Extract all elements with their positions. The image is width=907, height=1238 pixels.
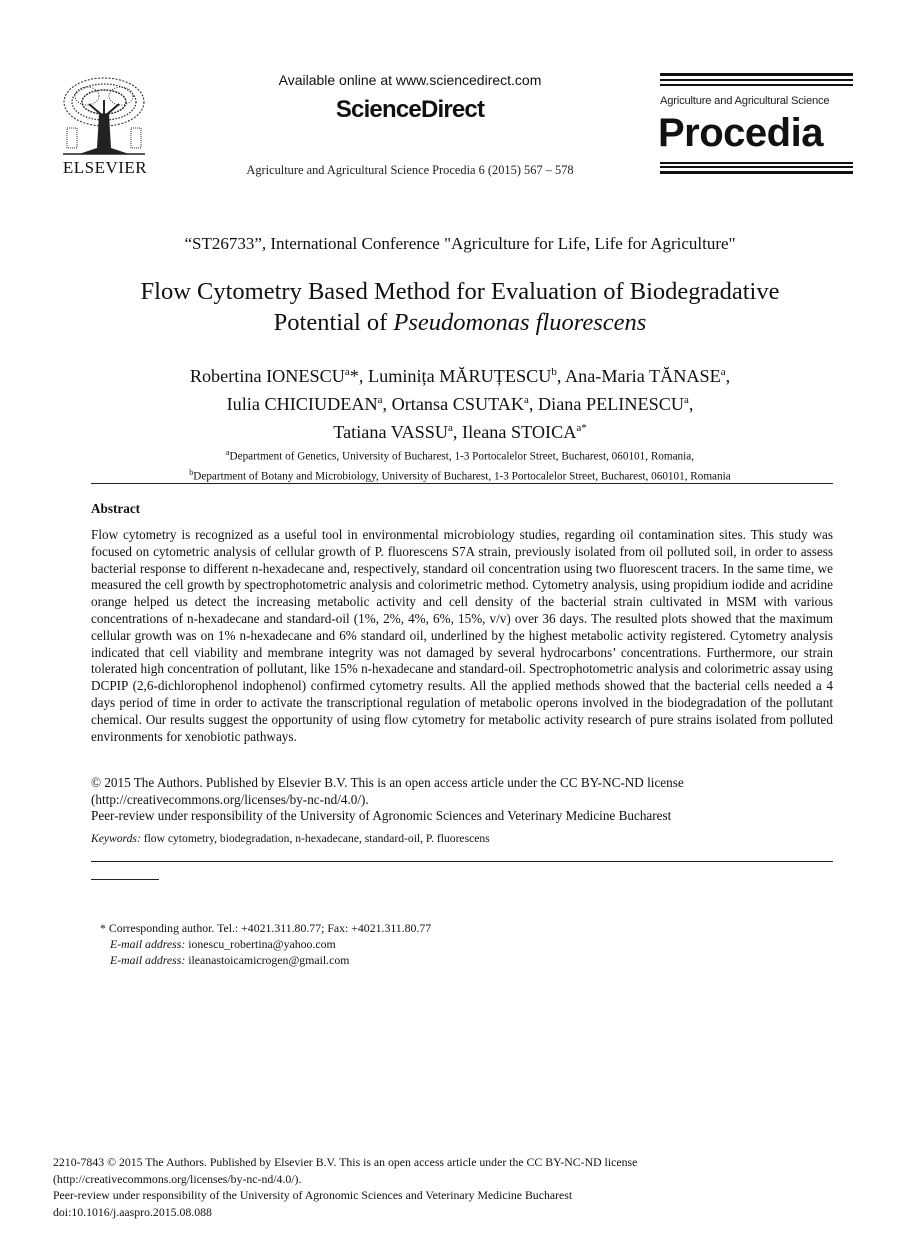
abstract-top-rule [91,483,833,484]
author-name: Diana PELINESCU [538,394,684,415]
author-line [60,388,860,416]
elsevier-tree-icon [59,74,149,156]
keywords [91,832,833,845]
bottom-peer-review: Peer-review under responsibility of the University of Agronomic Sciences and Veterinary Medicine Bucharest [53,1188,573,1202]
affiliation-mark: a [225,448,230,457]
license-statement [91,775,833,825]
author-name: Ortansa CSUTAK [391,394,525,415]
bottom-license-link[interactable]: (http://creativecommons.org/licenses/by-nc-nd/4.0/). [53,1171,302,1186]
procedia-rule-top-3 [660,84,853,86]
author-separator: *, [349,366,368,387]
author-name: Ana-Maria TĂNASE [564,366,721,387]
email-line-1 [100,936,800,952]
title-line-1: Flow Cytometry Based Method for Evaluation of Biodegradative [140,278,780,305]
available-online-text: Available online at www.sciencedirect.com [278,72,542,88]
author-affiliation-mark: a [684,394,689,407]
author-name: Robertina IONESCU [189,366,345,387]
author-affiliation-mark: a [524,394,529,407]
issn-license-line: 2210-7843 © 2015 The Authors. Published by Elsevier B.V. This is an open access article under the CC BY-NC-ND license [53,1155,638,1169]
paper-title [60,276,860,338]
email-1[interactable]: ionescu_robertina@yahoo.com [185,937,336,951]
abstract-text: Flow cytometry is recognized as a useful tool in environmental microbiology studies, regarding oil contamination sites. This study was focused on cytometric analysis of cellular growth of P. fluorescens S7A strain, previously isolated from oil polluted soil, in order to assess bacterial response to different n-hexadecane and, respectively, standard oil concentration using two fluorescent tracers. In the same time, we measured the cell growth by spectrophotometric analysis and colorimetric method. Cytometry analysis, using propidium iodide and acridine orange helped us detect the increasing metabolic activity and cell density of the bacterial strain cultivated in MSM with various concentrations of n-hexadecane and standard-oil (1%, 2%, 4%, 6%, 15%, v/v) over 36 days. The resulted plots showed that the maximum cellular growth was on 1% n-hexadecane and 6% standard oil, underlined by the highest metabolic activity registered. Cytometry analysis indicated that cell viability and membrane integrity was not damaged by several hydrocarbons’ concentrations. Furthermore, our strain tolerated high concentration of pollutant, like 15% n-hexadecane and standard-oil. Spectrophotometric analysis and colorimetric assay using DCPIP (2,6-dichlorophenol indophenol) confirmed cytometry results. All the applied methods showed that the bacterial cells needed a 4 days period of time in order to activate the transcriptional regulation of metabolic operons involved in the biodegradation of the pollutant chemical. Our results suggest the opportunity of using flow cytometry for metabolic activity research of pure strains isolated from polluted environments for xenobiotic pathways. [91,527,833,744]
email-line-2 [100,952,800,968]
email-2[interactable]: ileanastoicamicrogen@gmail.com [185,953,350,967]
title-species: Pseudomonas fluorescens [393,309,647,336]
author-affiliation-mark: a [448,422,453,435]
author-separator: , [688,394,694,415]
email-label-1: E-mail address: [110,937,186,951]
author-list [60,360,860,444]
elsevier-wordmark: ELSEVIER [62,158,148,177]
affiliation [60,445,860,465]
title-line-2-plain: Potential of [273,309,394,336]
author-name: Iulia CHICIUDEAN [226,394,378,415]
sciencedirect-logo: ScienceDirect [335,96,485,123]
affiliations [60,445,860,484]
procedia-rule-top-2 [660,79,853,81]
author-affiliation-mark: b [551,366,557,378]
doi[interactable]: doi:10.1016/j.aaspro.2015.08.088 [53,1204,212,1219]
affiliation [60,465,860,485]
author-name: Luminița MĂRUȚESCU [367,366,552,387]
author-separator: , [528,394,538,415]
affiliation-text: Department of Botany and Microbiology, University of Bucharest, 1-3 Portocalelor Street, Bucharest, 060101, Romania [193,470,731,483]
procedia-subtitle: Agriculture and Agricultural Science [660,95,830,107]
license-line-3: Peer-review under responsibility of the University of Agronomic Sciences and Veterinary Medicine Bucharest [91,808,672,823]
email-label-2: E-mail address: [110,953,186,967]
procedia-rule-top-1 [660,73,853,76]
author-affiliation-mark: a [720,366,726,378]
keywords-text: flow cytometry, biodegradation, n-hexadecane, standard-oil, P. fluorescens [140,832,490,845]
procedia-rule-bottom-2 [660,166,853,168]
bottom-publication-info [53,1154,853,1220]
elsevier-logo [57,74,153,177]
author-affiliation-mark: a* [576,422,587,435]
conference-name: “ST26733”, International Conference "Agriculture for Life, Life for Agriculture" [184,234,736,253]
procedia-name: Procedia [658,111,823,155]
author-separator: , [382,394,392,415]
affiliation-mark: b [189,467,194,477]
author-line [60,360,860,388]
title-line-2 [60,307,860,338]
corresponding-author: * Corresponding author. Tel.: +4021.311.80.77; Fax: +4021.311.80.77 [100,921,432,935]
author-affiliation-mark: a [377,394,383,407]
procedia-rule-bottom-1 [660,162,853,164]
author-line [60,416,860,444]
author-name: Ileana STOICA [462,422,577,443]
author-name: Tatiana VASSU [333,422,449,443]
affiliation-text: Department of Genetics, University of Bucharest, 1-3 Portocalelor Street, Bucharest, 060101, Romania, [229,450,695,463]
license-line-1: © 2015 The Authors. Published by Elsevier B.V. This is an open access article under the CC BY-NC-ND license [91,775,684,790]
author-affiliation-mark: a [344,366,350,378]
procedia-rule-bottom-3 [660,171,853,174]
license-link[interactable]: (http://creativecommons.org/licenses/by-nc-nd/4.0/). [91,791,369,807]
abstract-heading: Abstract [91,501,141,516]
journal-reference: Agriculture and Agricultural Science Procedia 6 (2015) 567 – 578 [246,163,574,177]
footnote-rule [91,879,159,880]
keywords-label: Keywords: [91,832,141,845]
author-separator: , [452,422,463,443]
author-separator: , [556,366,565,387]
abstract-bottom-rule [91,861,833,862]
author-separator: , [725,366,731,387]
corresponding-author-footnote [100,920,800,968]
procedia-logo [660,73,853,173]
